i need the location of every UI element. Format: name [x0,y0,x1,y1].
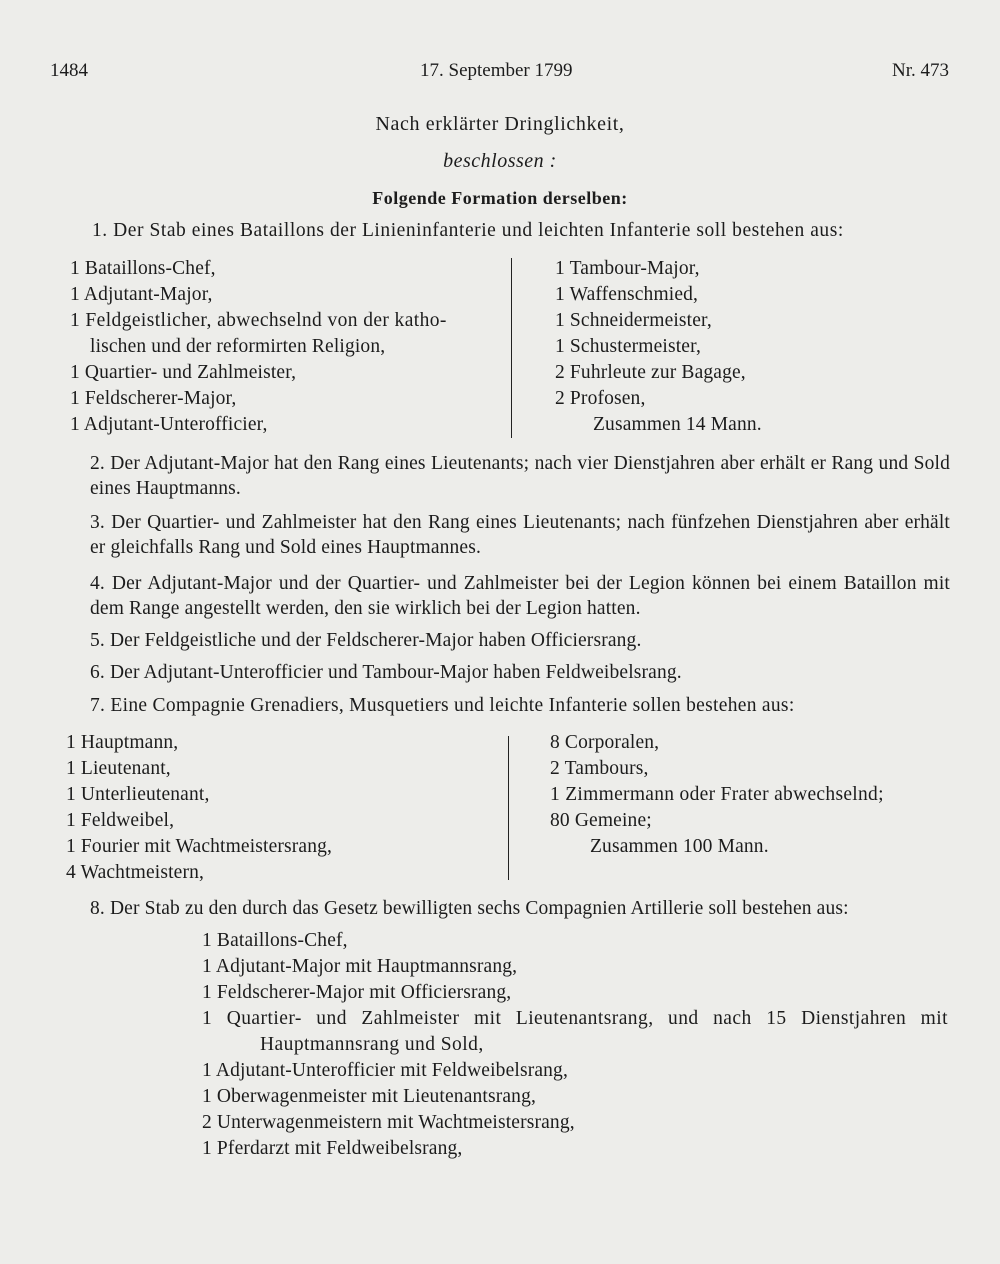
section-8-list [202,928,948,1162]
list-item: 2 Profosen, [555,388,646,409]
list-item: 2 Tambours, [550,758,649,779]
document-number: Nr. 473 [892,60,949,81]
section-1-left-list [70,256,447,438]
list-item: 1 Zimmermann oder Frater abwechselnd; [550,784,884,805]
list-item: 1 Feldgeistlicher, abwechselnd von der katho- [70,310,447,331]
list-item: 1 Pferdarzt mit Feldweibelsrang, [202,1138,463,1159]
section-1-text: 1. Der Stab eines Bataillons der Linieninfanterie und leichten Infanterie soll bestehen aus: [92,220,844,241]
list-item: 1 Feldscherer-Major, [70,388,237,409]
section-3: 3. Der Quartier- und Zahlmeister hat den Rang eines Lieutenants; nach fünfzehen Dienstjahren aber erhält er gleichfalls Rang und Sold eines Hauptmannes. [90,512,950,558]
list-item: 1 Feldweibel, [66,810,175,831]
section-7-text: 7. Eine Compagnie Grenadiers, Musquetiers und leichte Infanterie sollen bestehen aus: [90,695,795,716]
list-item-total: Zusammen 14 Mann. [593,414,762,435]
list-item: 1 Schneidermeister, [555,310,712,331]
section-7-left-list [66,730,332,886]
section-2: 2. Der Adjutant-Major hat den Rang eines Lieutenants; nach vier Dienstjahren aber erhält er Rang und Sold eines Hauptmanns. [90,453,950,499]
section-1-right-list [555,256,762,438]
list-item: 1 Oberwagenmeister mit Lieutenantsrang, [202,1086,536,1107]
list-item: 1 Quartier- und Zahlmeister, [70,362,297,383]
section-4: 4. Der Adjutant-Major und der Quartier- und Zahlmeister bei der Legion können bei einem Bataillon mit dem Range angestellt werden, den sie wirklich bei der Legion hatten. [90,573,950,619]
list-item-total: Zusammen 100 Mann. [590,836,769,857]
list-item: 1 Lieutenant, [66,758,171,779]
page-number: 1484 [50,60,88,81]
list-item: 1 Feldscherer-Major mit Officiersrang, [202,982,512,1003]
list-item: 8 Corporalen, [550,732,660,753]
list-item: 1 Bataillons-Chef, [70,258,216,279]
list-item: 1 Quartier- und Zahlmeister mit Lieutenantsrang, und nach 15 Dienstjahren mit Hauptmannsrang und Sold, [202,1008,948,1055]
list-item: 80 Gemeine; [550,810,652,831]
list-item: 1 Fourier mit Wachtmeistersrang, [66,836,333,857]
list-item: 1 Schustermeister, [555,336,701,357]
column-divider [511,258,512,438]
list-item: 1 Waffenschmied, [555,284,699,305]
intro-urgency: Nach erklärter Dringlichkeit, [375,113,625,135]
list-item: 1 Adjutant-Major mit Hauptmannsrang, [202,956,518,977]
list-item: 1 Bataillons-Chef, [202,930,348,951]
intro-resolved: beschlossen : [443,150,557,172]
list-item: 2 Unterwagenmeistern mit Wachtmeistersrang, [202,1112,575,1133]
formation-heading: Folgende Formation derselben: [372,188,628,208]
section-7-right-list [550,730,884,860]
column-divider [508,736,509,880]
section-5: 5. Der Feldgeistliche und der Feldscherer-Major haben Officiersrang. [90,630,642,651]
section-6: 6. Der Adjutant-Unterofficier und Tambour-Major haben Feldweibelsrang. [90,662,682,683]
list-item: 1 Tambour-Major, [555,258,700,279]
list-item: lischen und der reformirten Religion, [90,336,386,357]
list-item: 1 Hauptmann, [66,732,179,753]
header-date: 17. September 1799 [420,60,573,81]
list-item: 2 Fuhrleute zur Bagage, [555,362,746,383]
list-item: 4 Wachtmeistern, [66,862,205,883]
list-item: 1 Unterlieutenant, [66,784,210,805]
list-item: 1 Adjutant-Unterofficier mit Feldweibelsrang, [202,1060,568,1081]
list-item: 1 Adjutant-Major, [70,284,213,305]
section-8-text: 8. Der Stab zu den durch das Gesetz bewilligten sechs Compagnien Artillerie soll bestehen aus: [90,898,849,919]
list-item: 1 Adjutant-Unterofficier, [70,414,268,435]
